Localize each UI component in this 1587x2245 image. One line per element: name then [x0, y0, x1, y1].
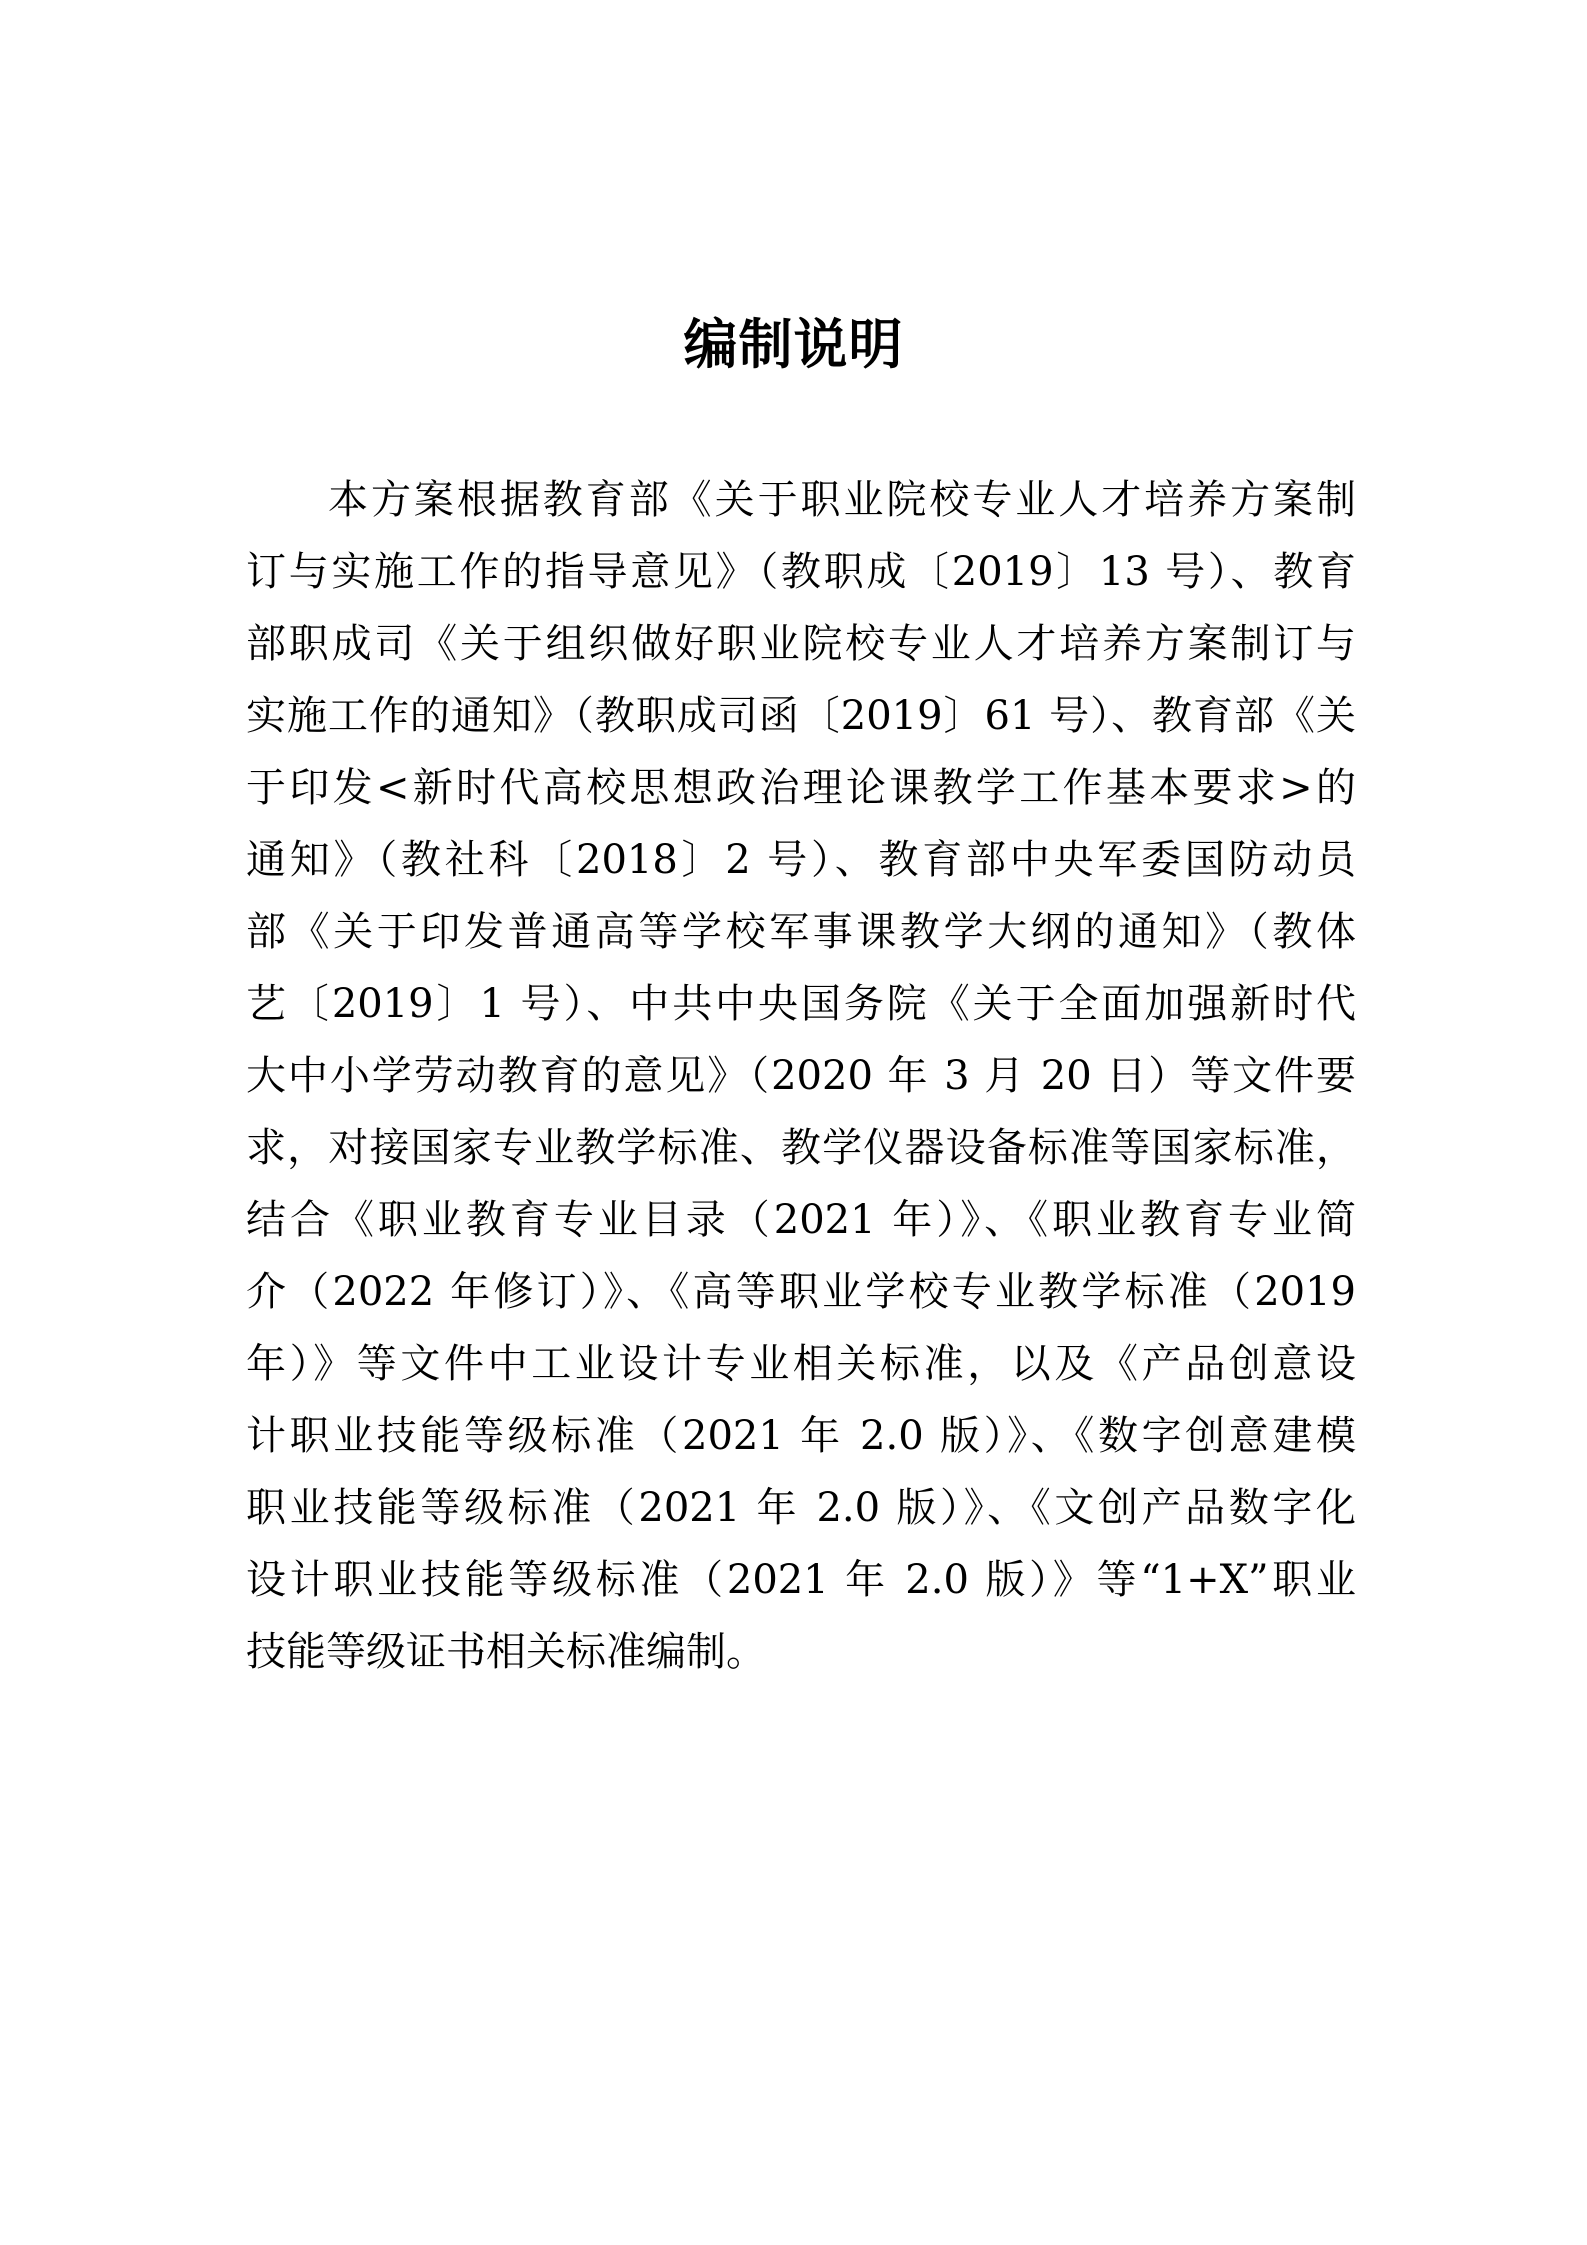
paragraph-line: 职业技能等级标准（2021 年 2.0 版）》、《文创产品数字化 [246, 1485, 1356, 1531]
paragraph-line: 于印发<新时代高校思想政治理论课教学工作基本要求>的 [246, 765, 1356, 811]
body-paragraph [246, 464, 1356, 1688]
paragraph-line: 本方案根据教育部《关于职业院校专业人才培养方案制 [328, 477, 1356, 523]
paragraph-line: 介（2022 年修订）》、《高等职业学校专业教学标准（2019 [246, 1269, 1356, 1315]
paragraph-line: 设计职业技能等级标准（2021 年 2.0 版）》等“1+X”职业 [246, 1557, 1356, 1603]
paragraph-line: 通知》（教社科〔2018〕2 号）、教育部中央军委国防动员 [246, 837, 1356, 883]
paragraph-line: 部《关于印发普通高等学校军事课教学大纲的通知》（教体 [246, 909, 1356, 955]
paragraph-line: 艺〔2019〕1 号）、中共中央国务院《关于全面加强新时代 [246, 981, 1356, 1027]
paragraph-line: 技能等级证书相关标准编制。 [246, 1629, 766, 1675]
paragraph-line: 大中小学劳动教育的意见》（2020 年 3 月 20 日）等文件要 [246, 1053, 1356, 1099]
paragraph-line: 求，对接国家专业教学标准、教学仪器设备标准等国家标准， [246, 1125, 1356, 1171]
paragraph-line: 订与实施工作的指导意见》（教职成〔2019〕13 号）、教育 [246, 549, 1356, 595]
page-title: 编制说明 [683, 313, 904, 376]
paragraph-line: 部职成司《关于组织做好职业院校专业人才培养方案制订与 [246, 621, 1356, 667]
paragraph-line: 计职业技能等级标准（2021 年 2.0 版）》、《数字创意建模 [246, 1413, 1356, 1459]
paragraph-line: 年）》等文件中工业设计专业相关标准，以及《产品创意设 [246, 1341, 1356, 1387]
paragraph-line: 实施工作的通知》（教职成司函〔2019〕61 号）、教育部《关 [246, 693, 1356, 739]
paragraph-line: 结合《职业教育专业目录（2021 年）》、《职业教育专业简 [246, 1197, 1356, 1243]
